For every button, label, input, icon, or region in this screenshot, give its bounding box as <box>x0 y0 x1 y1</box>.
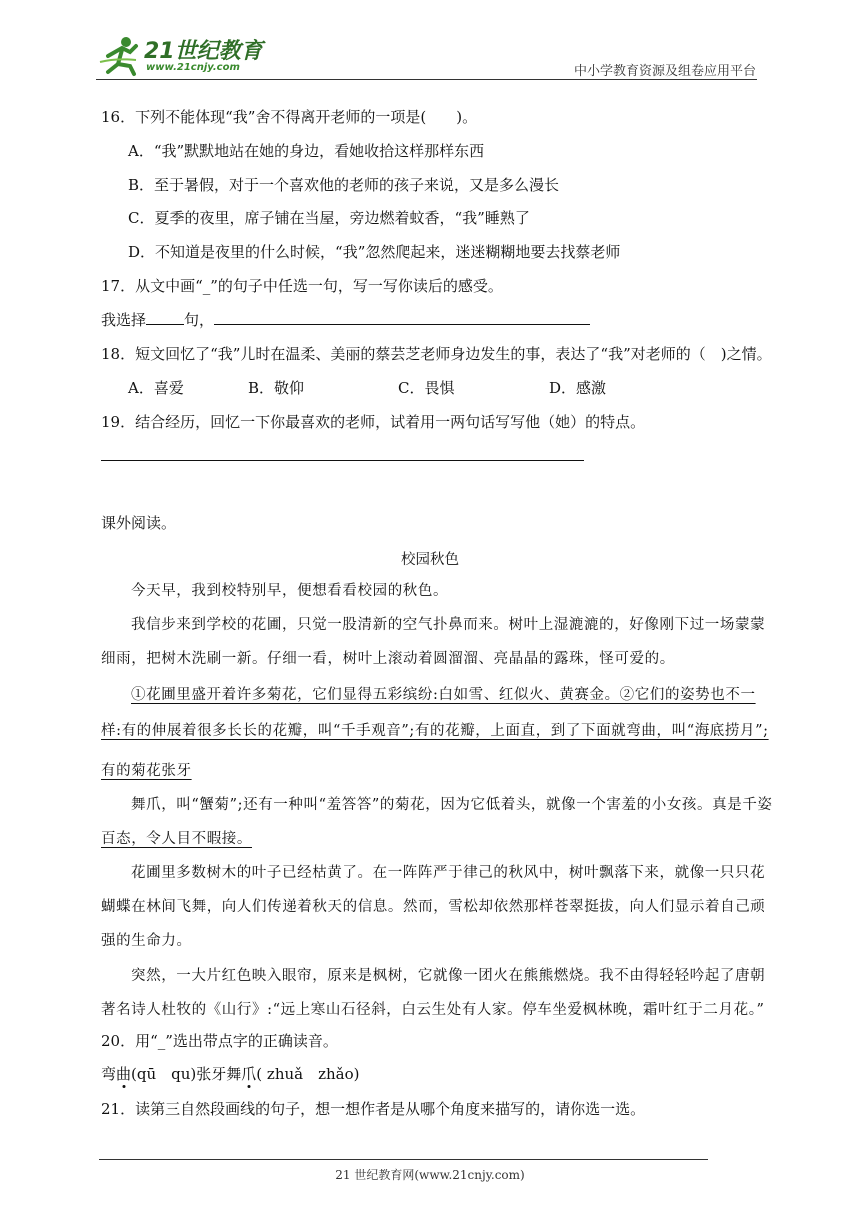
section-label: 课外阅读。 <box>101 514 177 532</box>
question-16-option-b[interactable]: B．至于暑假，对于一个喜欢他的老师的孩子来说，又是多么漫长 <box>128 176 560 194</box>
word-2-pinyin-choices[interactable]: ( zhuǎ zhǎo) <box>256 1065 360 1083</box>
passage-paragraph-4-line-1: 花圃里多数树木的叶子已经枯黄了。在一阵阵严于律己的秋风中，树叶飘落下来，就像一只只花 <box>131 865 766 881</box>
question-18-option-a[interactable]: A．喜爱 <box>128 379 184 397</box>
header-divider <box>96 79 757 80</box>
passage-paragraph-3-line-2: 样:有的伸展着很多长长的花瓣，叫“千手观音”;有的花瓣，上面直，到了下面就弯曲，叫“海底捞月”; <box>101 723 769 739</box>
passage-paragraph-2-line-1: 我信步来到学校的花圃，只觉一股清新的空气扑鼻而来。树叶上湿漉漉的，好像刚下过一场蒙蒙 <box>131 617 766 633</box>
passage-paragraph-3-line-5-text: 百态，令人目不暇接。 <box>101 831 252 847</box>
question-19-answer-line[interactable] <box>101 460 584 461</box>
question-16-option-c[interactable]: C．夏季的夜里，席子铺在当屋，旁边燃着蚊香，“我”睡熟了 <box>128 209 530 227</box>
footer-divider <box>99 1159 708 1160</box>
answer-prefix: 我选择 <box>101 311 147 329</box>
word-1-prefix: 弯 <box>101 1065 117 1083</box>
question-19-stem: 19．结合经历，回忆一下你最喜欢的老师，试着用一两句话写写他（她）的特点。 <box>101 413 646 431</box>
site-tagline: 中小学教育资源及组卷应用平台 <box>573 64 756 79</box>
question-20-words <box>101 1063 359 1084</box>
question-18-option-d[interactable]: D．感激 <box>549 379 607 397</box>
passage-paragraph-2-line-2: 细雨，把树木洗刷一新。仔细一看，树叶上滚动着圆溜溜、亮晶晶的露珠，怪可爱的。 <box>101 651 675 667</box>
word-1-dotted-char: 曲 <box>116 1065 132 1083</box>
word-2-dotted-char: 爪 <box>241 1065 257 1083</box>
feeling-answer-blank[interactable] <box>214 310 590 325</box>
passage-paragraph-4-line-2: 蝴蝶在林间飞舞，向人们传递着秋天的信息。然而，雪松却依然那样苍翠挺拔，向人们显示着自己顽 <box>101 899 766 915</box>
answer-mid: 句， <box>184 311 215 329</box>
question-21-stem: 21．读第三自然段画线的句子，想一想作者是从哪个角度来描写的，请你选一选。 <box>101 1100 646 1118</box>
passage-paragraph-3-line-4-text: 舞爪，叫“蟹菊”;还有一种叫“羞答答”的菊花，因为它低着头，就像一个害羞的小女孩。真是千姿 <box>131 797 773 813</box>
question-18-stem: 18．短文回忆了“我”儿时在温柔、美丽的蔡芸芝老师身边发生的事，表达了“我”对老师的（ )之情。 <box>101 345 772 363</box>
passage-paragraph-3-line-4 <box>131 793 773 814</box>
question-16-option-a[interactable]: A．“我”默默地站在她的身边，看她收拾这样那样东西 <box>128 142 485 160</box>
logo-url: www.21cnjy.com <box>146 62 240 73</box>
question-16-stem: 16．下列不能体现“我”舍不得离开老师的一项是( )。 <box>101 108 478 126</box>
question-20-stem: 20．用“_”选出带点字的正确读音。 <box>101 1032 338 1050</box>
passage-paragraph-5-line-2: 著名诗人杜牧的《山行》:“远上寒山石径斜，白云生处有人家。停车坐爱枫林晚，霜叶红于二月花。” <box>101 1002 765 1018</box>
question-17-stem: 17．从文中画“_”的句子中任选一句，写一写你读后的感受。 <box>101 277 503 295</box>
question-16-option-d[interactable]: D．不知道是夜里的什么时候，“我”忽然爬起来，迷迷糊糊地要去找蔡老师 <box>128 243 621 261</box>
passage-title: 校园秋色 <box>401 552 459 568</box>
passage-paragraph-3-line-3: 有的菊花张牙 <box>101 763 192 779</box>
logo-title: 21世纪教育 <box>144 39 263 64</box>
word-2-prefix: 张牙舞 <box>196 1065 242 1083</box>
question-17-answer-line <box>101 309 590 330</box>
passage-paragraph-3-line-1: ①花圃里盛开着许多菊花，它们显得五彩缤纷:白如雪、红似火、黄赛金。②它们的姿势也不一 <box>131 687 756 703</box>
passage-paragraph-1: 今天早，我到校特别早，便想看看校园的秋色。 <box>131 583 449 599</box>
question-18-option-c[interactable]: C．畏惧 <box>398 379 455 397</box>
sentence-number-blank[interactable] <box>146 310 184 325</box>
footer-text[interactable]: 21 世纪教育网(www.21cnjy.com) <box>335 1168 525 1182</box>
word-1-pinyin-choices[interactable]: (qū qu) <box>131 1065 197 1083</box>
passage-paragraph-4-line-3: 强的生命力。 <box>101 933 192 949</box>
question-18-option-b[interactable]: B．敬仰 <box>248 379 305 397</box>
site-logo[interactable] <box>96 34 263 78</box>
passage-paragraph-5-line-1: 突然，一大片红色映入眼帘，原来是枫树，它就像一团火在熊熊燃烧。我不由得轻轻吟起了唐朝 <box>131 968 766 984</box>
passage-paragraph-3-line-5 <box>101 827 252 848</box>
